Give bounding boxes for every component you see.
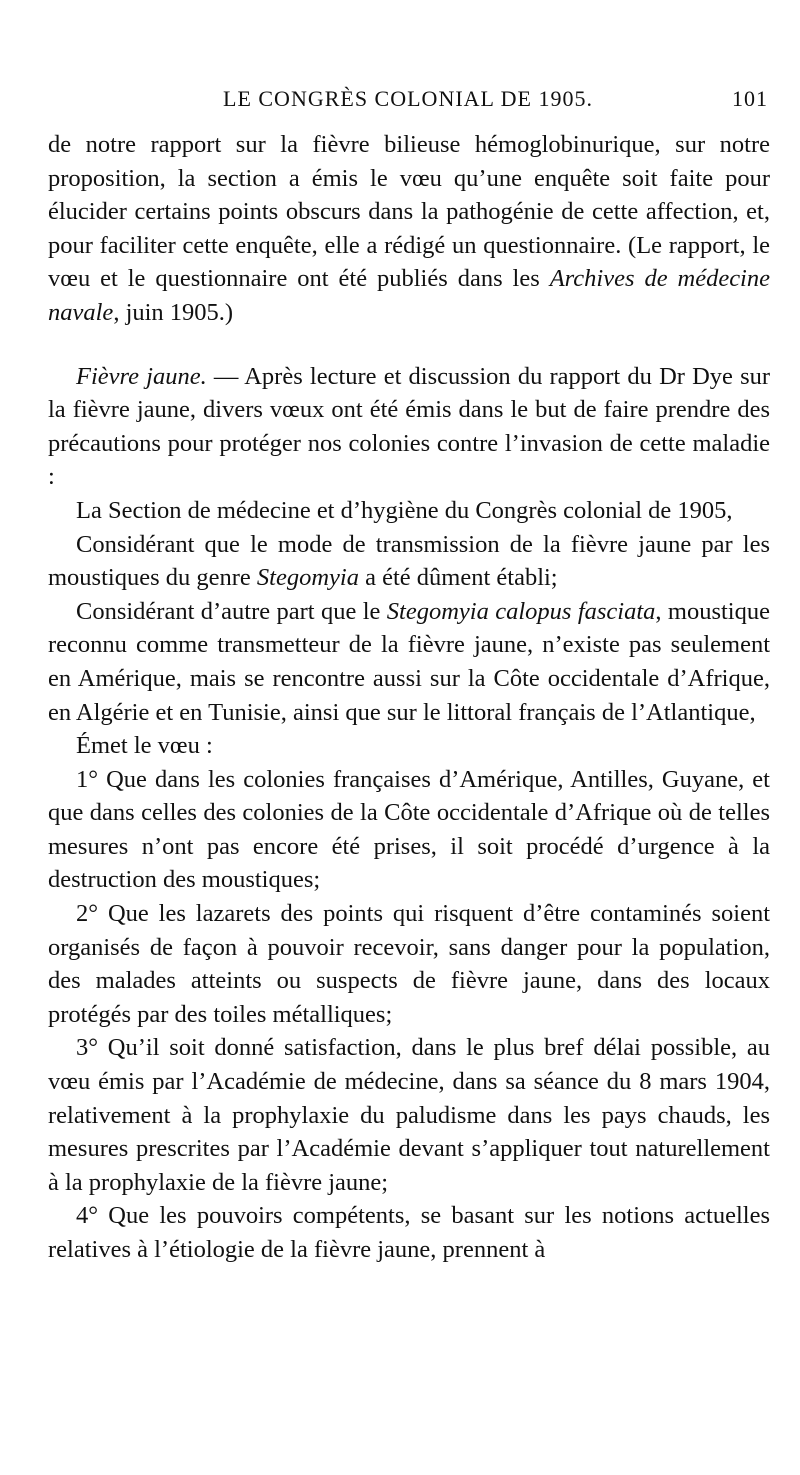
- paragraph-continuation: de notre rapport sur la fièvre bilieuse hémoglobinurique, sur notre proposition, la section a émis le vœu qu’une enquête soit faite pour élucider certains points obscurs dans la pathogénie de cette affection, et, pour faciliter cette enquête, elle a rédigé un questionnaire. (Le rapport, le vœu et le questionnaire ont été publiés dans les Archives de médecine navale, juin 1905.): [48, 131, 770, 326]
- running-header: [48, 86, 768, 116]
- page-body: [48, 128, 770, 1267]
- species-name: Stegomyia calopus fasciata: [386, 597, 656, 625]
- running-title: LE CONGRÈS COLONIAL DE 1905.: [223, 86, 593, 111]
- paragraph-considerant-2: Considérant d’autre part que le Stegomyia calopus fasciata, moustique reconnu comme transmetteur de la fièvre jaune, n’existe pas seulement en Amérique, mais se rencontre aussi sur la Côte occidentale d’Afrique, en Algérie et en Tunisie, ainsi que sur le littoral français de l’Atlantique,: [48, 597, 770, 726]
- journal-title: Archives de médecine navale: [48, 265, 770, 326]
- page-number: 101: [732, 86, 768, 111]
- section-heading: Fièvre jaune.: [76, 362, 207, 390]
- paragraph-voeu-4: 4° Que les pouvoirs compétents, se basant sur les notions actuelles relatives à l’étiologie de la fièvre jaune, prennent à: [48, 1202, 770, 1263]
- paragraph-voeu-2: 2° Que les lazarets des points qui risquent d’être contaminés soient organisés de façon à pouvoir recevoir, sans danger pour la population, des malades atteints ou suspects de fièvre jaune, dans des locaux protégés par des toiles métalliques;: [48, 900, 770, 1028]
- paragraph-voeu-1: 1° Que dans les colonies françaises d’Amérique, Antilles, Guyane, et que dans celles des colonies de la Côte occidentale d’Afrique où de telles mesures n’ont pas encore été prises, il soit procédé d’urgence à la destruction des moustiques;: [48, 765, 770, 894]
- paragraph-fievre-jaune: Fièvre jaune. — Après lecture et discussion du rapport du Dr Dye sur la fièvre jaune, divers vœux ont été émis dans le but de faire prendre des précautions pour protéger nos colonies contre l’invasion de cette maladie :: [48, 362, 771, 491]
- paragraph-considerant-1: Considérant que le mode de transmission de la fièvre jaune par les moustiques du genre Stegomyia a été dûment établi;: [48, 530, 770, 592]
- genus-name: Stegomyia: [256, 564, 359, 592]
- paragraph-emet-le-voeu: Émet le vœu :: [76, 732, 213, 760]
- paragraph-section-statement: La Section de médecine et d’hygiène du Congrès colonial de 1905,: [76, 496, 733, 524]
- paragraph-voeu-3: 3° Qu’il soit donné satisfaction, dans le plus bref délai possible, au vœu émis par l’Académie de médecine, dans sa séance du 8 mars 1904, relativement à la prophylaxie du paludisme dans les pays chauds, les mesures prescrites par l’Académie devant s’appliquer tout naturellement à la prophylaxie de la fièvre jaune;: [48, 1034, 770, 1196]
